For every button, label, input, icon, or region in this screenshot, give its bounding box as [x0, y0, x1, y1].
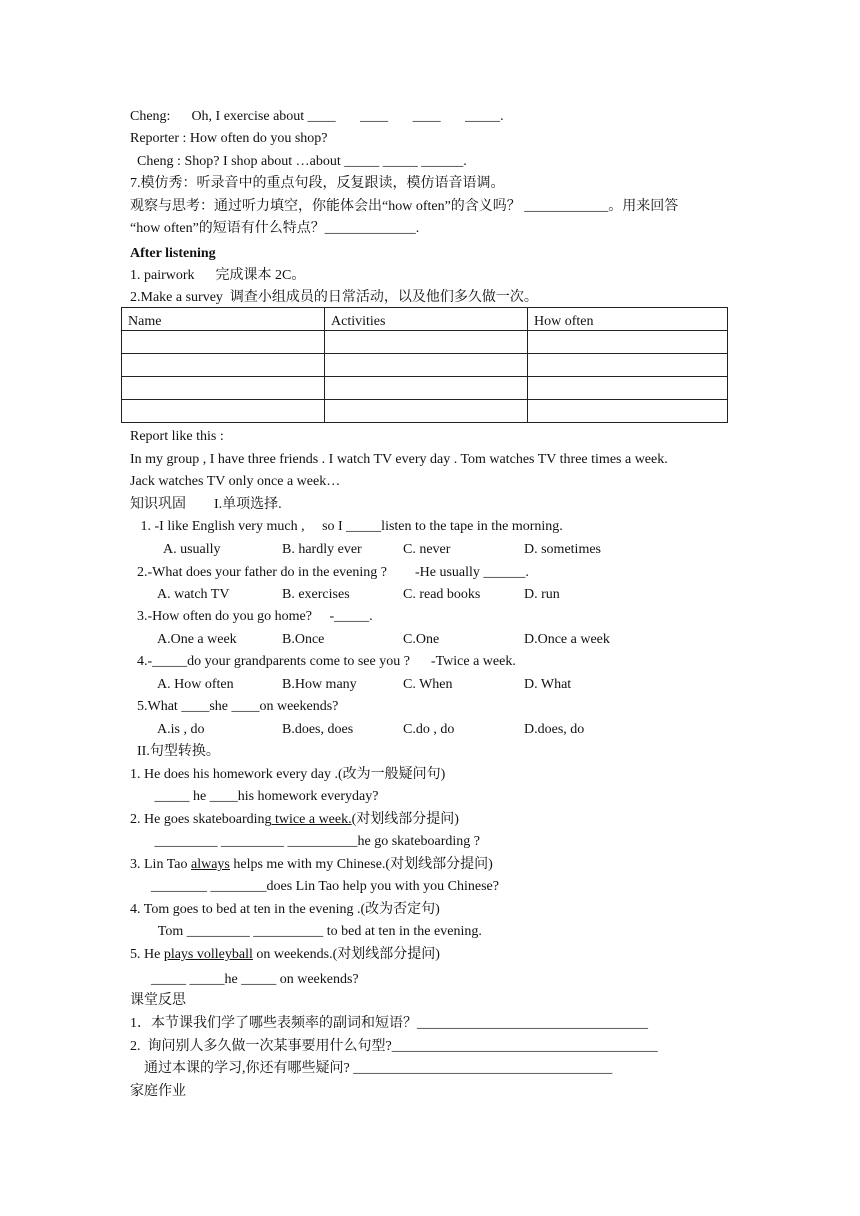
question-text: 3. Lin Tao: [130, 857, 191, 872]
underlined-phrase: plays volleyball: [163, 947, 253, 962]
mc-option-c[interactable]: C. read books: [403, 587, 481, 602]
mc-option-d[interactable]: D. run: [524, 587, 560, 602]
mc-question-3: 3.-How often do you go home? -_____.: [130, 609, 373, 624]
survey-cell[interactable]: [122, 400, 325, 423]
after-listening-item-2: 2.Make a survey 调查小组成员的日常活动，以及他们多久做一次。: [130, 290, 538, 305]
observe-line-2: “how often”的短语有什么特点？_____________.: [130, 221, 420, 236]
report-line-2: Jack watches TV only once a week…: [130, 474, 341, 489]
mc-option-b[interactable]: B.How many: [282, 677, 357, 692]
mc-option-c[interactable]: C.do , do: [403, 722, 455, 737]
survey-header-how-often: How often: [528, 308, 728, 331]
survey-cell[interactable]: [528, 377, 728, 400]
mc-option-d[interactable]: D. sometimes: [524, 542, 601, 557]
survey-header-row: [122, 308, 728, 331]
mc-option-d[interactable]: D. What: [524, 677, 572, 692]
underlined-phrase: always: [190, 857, 230, 872]
mc-question-1: 1. -I like English very much , so I _____listen to the tape in the morning.: [130, 519, 563, 534]
survey-cell[interactable]: [528, 354, 728, 377]
transform-answer-1[interactable]: _____ he ____his homework everyday?: [130, 789, 379, 804]
transform-answer-5[interactable]: _____ _____he _____ on weekends?: [130, 972, 359, 987]
survey-cell[interactable]: [325, 377, 528, 400]
report-line-1: In my group , I have three friends . I watch TV every day . Tom watches TV three times a week.: [130, 452, 668, 467]
mc-option-a[interactable]: A. How often: [157, 677, 234, 692]
survey-cell[interactable]: [122, 331, 325, 354]
question-instruction: helps me with my Chinese.(对划线部分提问): [229, 857, 493, 872]
reflection-question-3[interactable]: 通过本课的学习,你还有哪些疑问? _____________________________________: [130, 1061, 613, 1076]
survey-cell[interactable]: [325, 400, 528, 423]
question-instruction: (对划线部分提问): [351, 812, 459, 827]
consolidation-title: 知识巩固 I.单项选择.: [130, 497, 282, 512]
mc-option-c[interactable]: C.One: [403, 632, 440, 647]
mc-option-b[interactable]: B.does, does: [282, 722, 354, 737]
question-instruction: on weekends.(对划线部分提问): [252, 947, 440, 962]
transform-answer-2[interactable]: _________ _________ __________he go skateboarding ?: [130, 834, 480, 849]
homework-title: 家庭作业: [130, 1084, 186, 1099]
reflection-question-2[interactable]: 2. 询问别人多久做一次某事要用什么句型?______________________________________: [130, 1039, 658, 1054]
mc-question-2: 2.-What does your father do in the evening ? -He usually ______.: [130, 565, 529, 580]
transform-question-1: [130, 766, 445, 784]
mc-option-a[interactable]: A.One a week: [157, 632, 237, 647]
after-listening-item-1: 1. pairwork 完成课本 2C。: [130, 268, 306, 283]
survey-row: [122, 377, 728, 400]
survey-cell[interactable]: [325, 331, 528, 354]
transform-question-4: [130, 901, 440, 919]
transform-title: II.句型转换。: [130, 744, 220, 759]
report-intro: Report like this :: [130, 429, 224, 444]
observe-line-1: 观察与思考：通过听力填空，你能体会出“how often”的含义吗？ ____________。用来回答: [130, 199, 679, 214]
reflection-title: 课堂反思: [130, 993, 186, 1008]
imitation-instruction: 7.模仿秀：听录音中的重点句段，反复跟读，模仿语音语调。: [130, 176, 505, 191]
transform-answer-3[interactable]: ________ ________does Lin Tao help you with you Chinese?: [130, 879, 499, 894]
dialogue-cheng-shop-line: Cheng : Shop? I shop about …about _____ _____ ______.: [130, 154, 467, 169]
reflection-question-1[interactable]: 1．本节课我们学了哪些表频率的副词和短语？_________________________________: [130, 1016, 648, 1031]
question-text: 4. Tom goes to bed at ten in the evening .(改为否定句): [130, 902, 440, 917]
survey-cell[interactable]: [528, 331, 728, 354]
survey-cell[interactable]: [325, 354, 528, 377]
survey-table: [121, 307, 728, 423]
mc-option-b[interactable]: B. hardly ever: [282, 542, 362, 557]
mc-option-a[interactable]: A.is , do: [157, 722, 205, 737]
mc-option-c[interactable]: C. When: [403, 677, 453, 692]
transform-question-2: [130, 811, 459, 829]
transform-question-5: [130, 946, 440, 964]
mc-option-d[interactable]: D.Once a week: [524, 632, 610, 647]
mc-option-c[interactable]: C. never: [403, 542, 451, 557]
survey-row: [122, 400, 728, 423]
survey-cell[interactable]: [122, 377, 325, 400]
after-listening-heading: After listening: [130, 246, 216, 261]
survey-row: [122, 331, 728, 354]
mc-option-d[interactable]: D.does, do: [524, 722, 585, 737]
survey-header-activities: Activities: [325, 308, 528, 331]
question-text: 5. He: [130, 947, 164, 962]
mc-question-4: 4.-_____do your grandparents come to see you ? -Twice a week.: [130, 654, 516, 669]
mc-question-5: 5.What ____she ____on weekends?: [130, 699, 339, 714]
dialogue-cheng-line: Cheng: Oh, I exercise about ____ ____ ____ _____.: [130, 109, 504, 124]
survey-cell[interactable]: [122, 354, 325, 377]
survey-header-name: Name: [122, 308, 325, 331]
underlined-phrase: twice a week.: [271, 812, 352, 827]
dialogue-reporter-line: Reporter : How often do you shop?: [130, 131, 328, 146]
question-text: 2. He goes skateboarding: [130, 812, 272, 827]
survey-row: [122, 354, 728, 377]
mc-option-b[interactable]: B. exercises: [282, 587, 350, 602]
survey-cell[interactable]: [528, 400, 728, 423]
question-text: 1. He does his homework every day .(改为一般疑问句): [130, 767, 446, 782]
mc-option-a[interactable]: A. usually: [163, 542, 221, 557]
transform-answer-4[interactable]: Tom _________ __________ to bed at ten in the evening.: [130, 924, 482, 939]
transform-question-3: [130, 856, 493, 874]
mc-option-b[interactable]: B.Once: [282, 632, 325, 647]
mc-option-a[interactable]: A. watch TV: [157, 587, 230, 602]
